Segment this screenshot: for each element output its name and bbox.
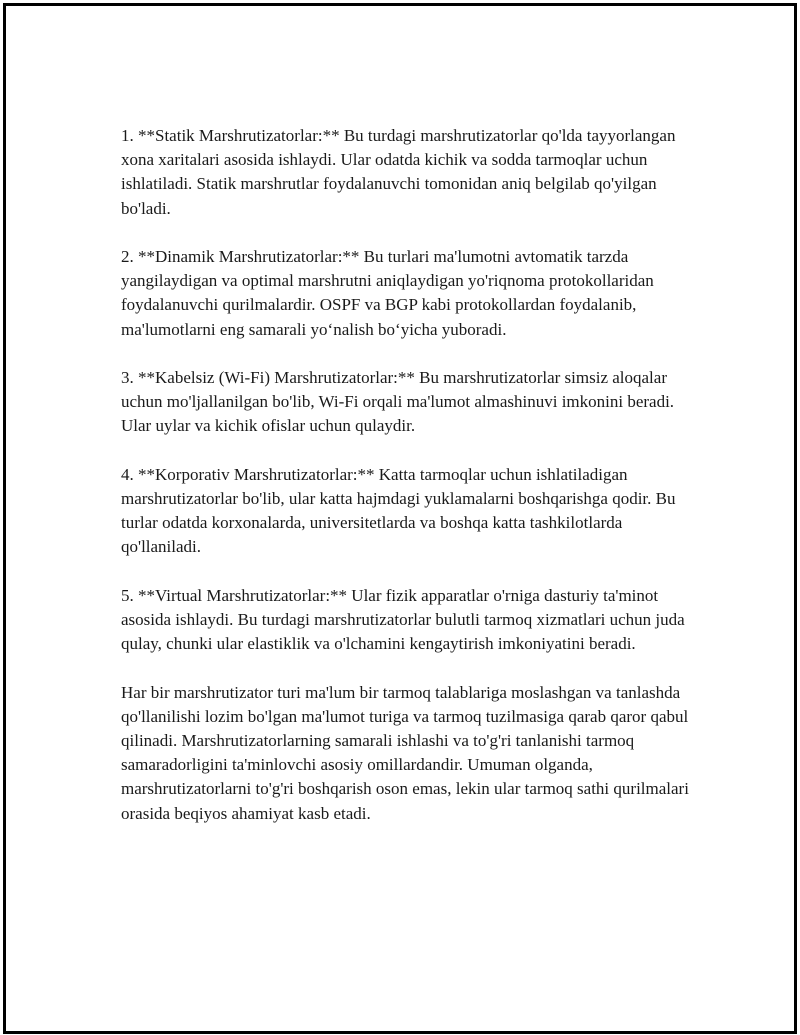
paragraph-conclusion: Har bir marshrutizator turi ma'lum bir tarmoq talablariga moslashgan va tanlashda qo'llanilishi lozim bo'lgan ma'lumot turiga va tarmoq tuzilmasiga qarab qaror qabul qilinadi. Marshrutizatorlarning samarali ishlashi va to'g'ri tanlanishi tarmoq samaradorligini ta'minlovchi asosiy omillardandir. Umuman olganda, marshrutizatorlarni to'g'ri boshqarish oson emas, lekin ular tarmoq sathi qurilmalari orasida beqiyos ahamiyat kasb etadi. (121, 682, 689, 823)
paragraph-corporate-routers: 4. **Korporativ Marshrutizatorlar:** Katta tarmoqlar uchun ishlatiladigan marshrutizatorlar bo'lib, ular katta hajmdagi yuklamalarni boshqarishga qodir. Bu turlar odatda korxonalarda, universitetlarda va boshqa katta tashkilotlarda qo'llaniladi. (121, 464, 676, 557)
paragraph-virtual-routers: 5. **Virtual Marshrutizatorlar:** Ular fizik apparatlar o'rniga dasturiy ta'minot asosida ishlaydi. Bu turdagi marshrutizatorlar bulutli tarmoq xizmatlari uchun juda qulay, chunki ular elastiklik va o'lchamini kengaytirish imkoniyatini beradi. (121, 585, 685, 654)
paragraph-wireless-routers: 3. **Kabelsiz (Wi-Fi) Marshrutizatorlar:** Bu marshrutizatorlar simsiz aloqalar uchun mo'ljallanilgan bo'lib, Wi-Fi orqali ma'lumot almashinuvi imkonini beradi. Ular uylar va kichik ofislar uchun qulaydir. (121, 368, 675, 436)
paragraph-static-routers: 1. **Statik Marshrutizatorlar:** Bu turdagi marshrutizatorlar qo'lda tayyorlangan xona xaritalari asosida ishlaydi. Ular odatda kichik va sodda tarmoqlar uchun ishlatiladi. Statik marshrutlar foydalanuvchi tomonidan aniq belgilab qo'yilgan bo'ladi. (121, 126, 676, 218)
page-frame (3, 3, 797, 1034)
paragraph-dynamic-routers: 2. **Dinamik Marshrutizatorlar:** Bu turlari ma'lumotni avtomatik tarzda yangilaydigan va optimal marshrutni aniqlaydigan yo'riqnoma protokollaridan foydalanuvchi qurilmalardir. OSPF va BGP kabi protokollardan foydalanib, ma'lumotlarni eng samarali yo‘nalish bo‘yicha yuboradi. (121, 247, 654, 339)
document-body (121, 124, 701, 826)
